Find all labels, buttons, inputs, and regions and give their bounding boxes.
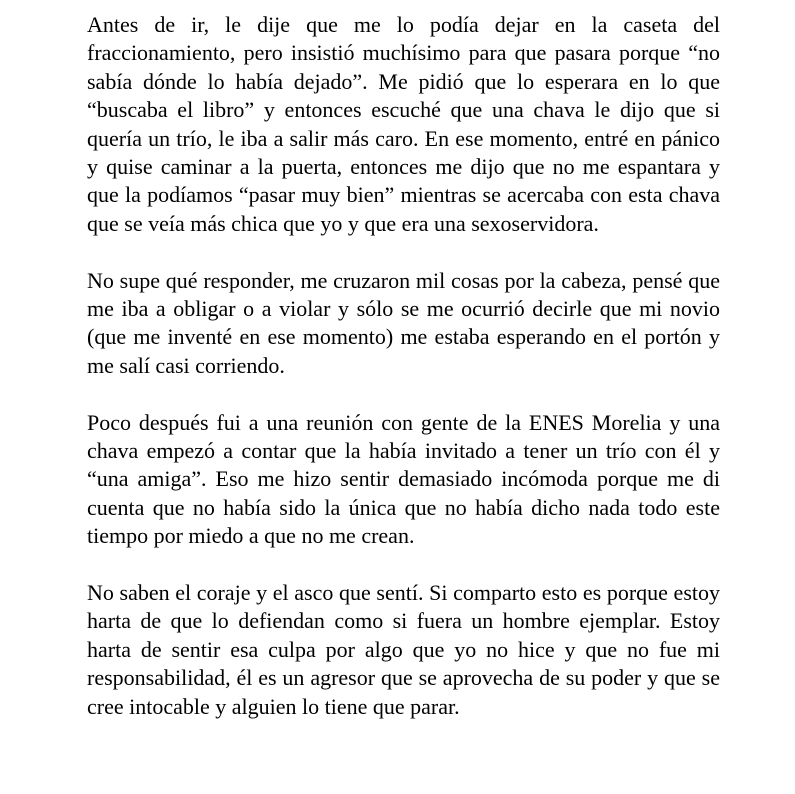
paragraph-reunion: Poco después fui a una reunión con gente de la ENES Morelia y una chava empezó a contar que la había invitado a tener un trío con él y “una amiga”. Eso me hizo sentir demasiado incómoda porque me di cuenta que no había sido la única que no había dicho nada todo este tiempo por miedo a que no me crean. [87, 409, 720, 549]
paragraph-no-supe: No supe qué responder, me cruzaron mil cosas por la cabeza, pensé que me iba a obligar o a violar y sólo se me ocurrió decirle que mi novio (que me inventé en ese momento) me estaba esperando en el portón y me salí casi corriendo. [87, 267, 720, 378]
paragraph-coraje: No saben el coraje y el asco que sentí. Si comparto esto es porque estoy harta de que lo defiendan como si fuera un hombre ejemplar. Estoy harta de sentir esa culpa por algo que yo no hice y que no fue mi responsabilidad, él es un agresor que se aprovecha de su poder y que se cree intocable y alguien lo tiene que parar. [87, 580, 720, 719]
paragraph-caseta: Antes de ir, le dije que me lo podía dejar en la caseta del fraccionamiento, pero insistió muchísimo para que pasara porque “no sabía dónde lo había dejado”. Me pidió que lo esperara en lo que “buscaba el libro” y entonces escuché que una chava le dijo que si quería un trío, le iba a salir más caro. En ese momento, entré en pánico y quise caminar a la puerta, entonces me dijo que no me espantara y que la podíamos “pasar muy bien” mientras se acercaba con esta chava que se veía más chica que yo y que era una sexoservidora. [87, 12, 720, 236]
document-body [87, 11, 720, 721]
